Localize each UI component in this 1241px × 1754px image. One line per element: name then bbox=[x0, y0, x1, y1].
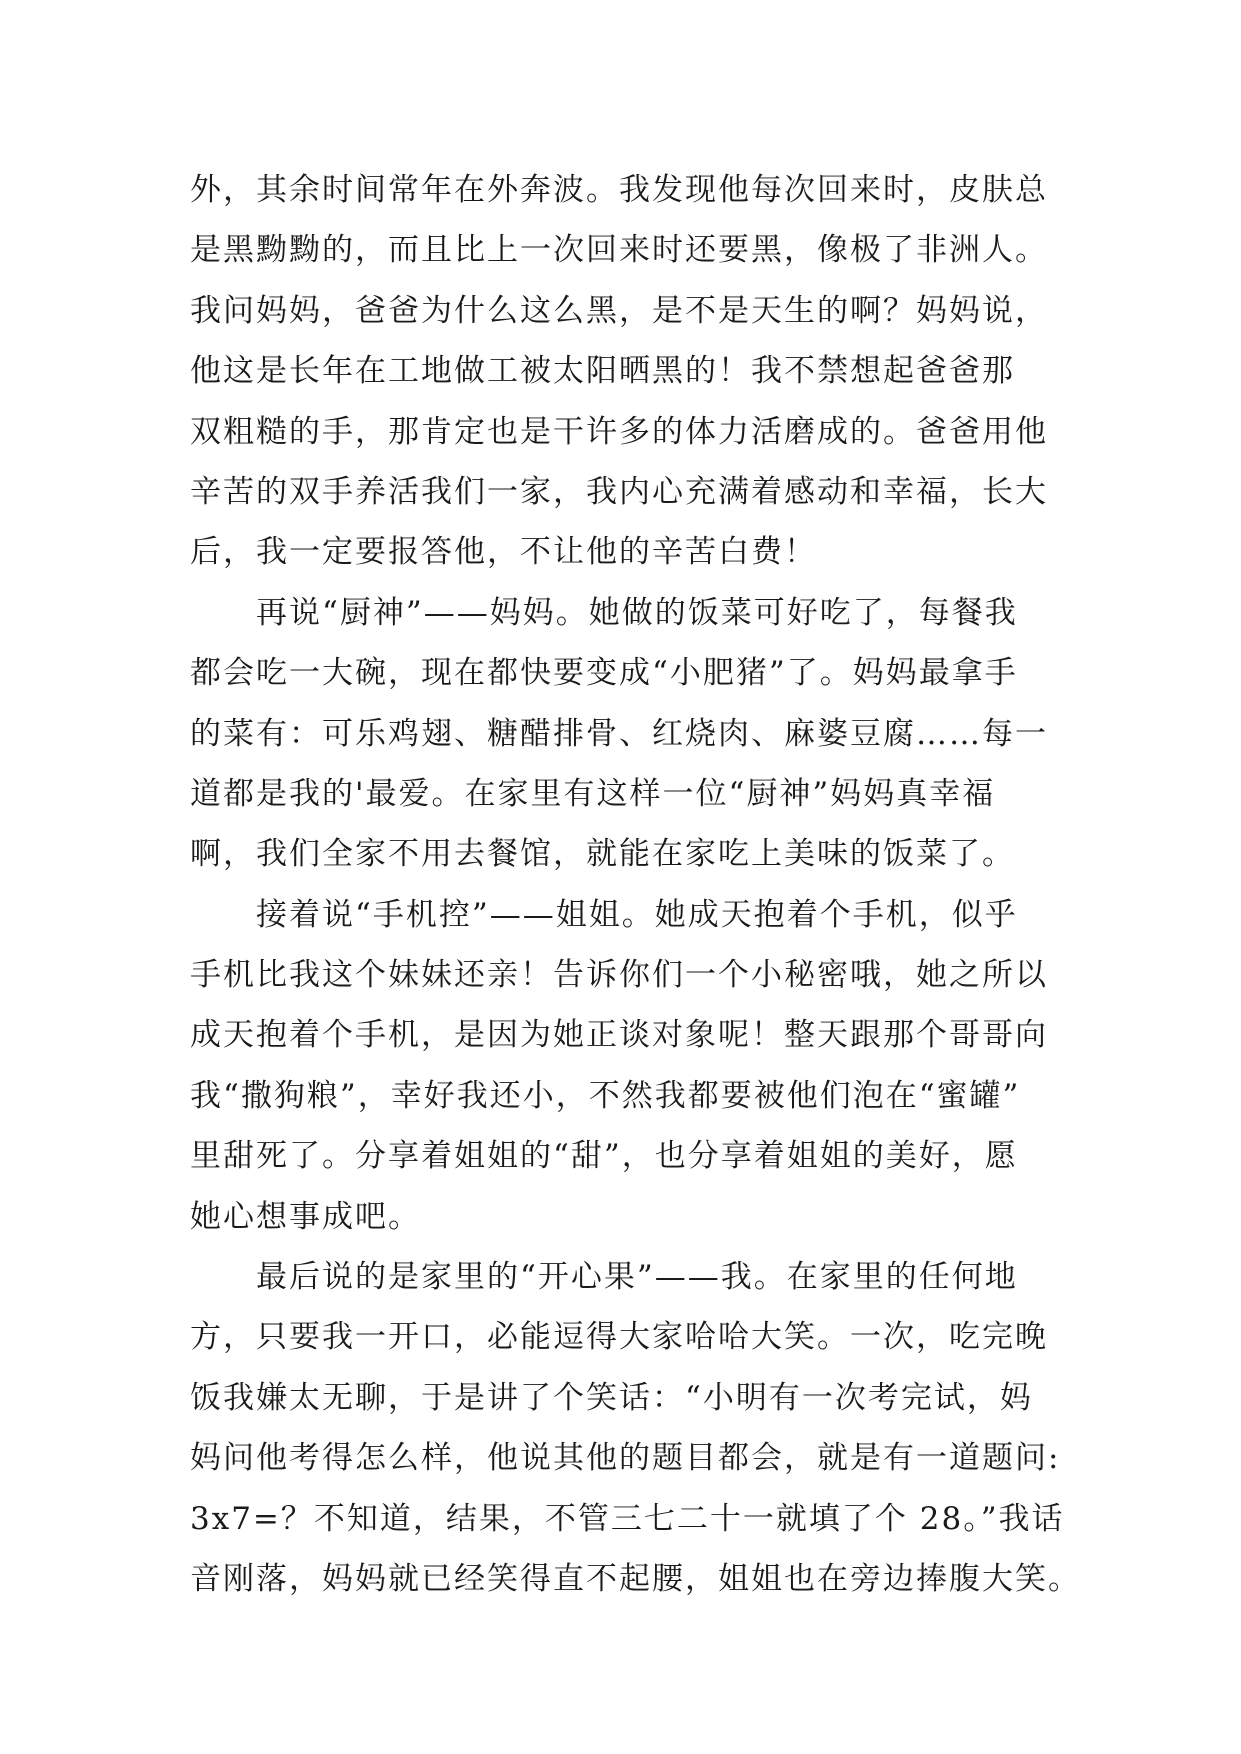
text-line: 我“撒狗粮”，幸好我还小，不然我都要被他们泡在“蜜罐” bbox=[190, 1077, 1021, 1114]
text-line: 外，其余时间常年在外奔波。我发现他每次回来时，皮肤总 bbox=[190, 172, 1048, 208]
text-line: 饭我嫌太无聊，于是讲了个笑话：“小明有一次考完试，妈 bbox=[190, 1379, 1033, 1416]
text-line: 成天抱着个手机，是因为她正谈对象呢！整天跟那个哥哥向 bbox=[190, 1017, 1048, 1054]
text-line: 他这是长年在工地做工被太阳晒黑的！我不禁想起爸爸那 bbox=[190, 353, 1015, 390]
body-text bbox=[190, 160, 1081, 1609]
text-line: 都会吃一大碗，现在都快要变成“小肥猪”了。妈妈最拿手 bbox=[190, 655, 1018, 692]
text-line: 里甜死了。分享着姐姐的“甜”，也分享着姐姐的美好，愿 bbox=[190, 1138, 1018, 1175]
text-line: 3x7=？不知道，结果，不管三七二十一就填了个 28。”我话 bbox=[190, 1500, 1065, 1537]
text-line: 方，只要我一开口，必能逗得大家哈哈大笑。一次，吃完晚 bbox=[190, 1319, 1048, 1356]
text-line: 妈问他考得怎么样，他说其他的题目都会，就是有一道题问: bbox=[190, 1440, 1061, 1477]
text-line: 后，我一定要报答他，不让他的辛苦白费！ bbox=[190, 534, 817, 571]
text-line: 的菜有：可乐鸡翅、糖醋排骨、红烧肉、麻婆豆腐……每一 bbox=[190, 715, 1048, 752]
text-line: 音刚落，妈妈就已经笑得直不起腰，姐姐也在旁边捧腹大笑。 bbox=[190, 1560, 1081, 1597]
text-line: 最后说的是家里的“开心果”——我。在家里的任何地 bbox=[256, 1259, 1018, 1296]
text-line: 接着说“手机控”——姐姐。她成天抱着个手机，似乎 bbox=[256, 896, 1018, 933]
text-line: 双粗糙的手，那肯定也是干许多的体力活磨成的。爸爸用他 bbox=[190, 413, 1048, 450]
text-line: 是黑黝黝的，而且比上一次回来时还要黑，像极了非洲人。 bbox=[190, 232, 1048, 269]
text-line: 我问妈妈，爸爸为什么这么黑，是不是天生的啊？妈妈说， bbox=[190, 292, 1048, 329]
text-line: 她心想事成吧。 bbox=[190, 1198, 421, 1235]
text-line: 再说“厨神”——妈妈。她做的饭菜可好吃了，每餐我 bbox=[256, 594, 1018, 631]
text-line: 手机比我这个妹妹还亲！告诉你们一个小秘密哦，她之所以 bbox=[190, 957, 1048, 994]
text-line: 辛苦的双手养活我们一家，我内心充满着感动和幸福，长大 bbox=[190, 473, 1048, 510]
text-line: 啊，我们全家不用去餐馆，就能在家吃上美味的饭菜了。 bbox=[190, 836, 1015, 873]
text-line: 道都是我的'最爱。在家里有这样一位“厨神”妈妈真幸福 bbox=[190, 775, 996, 812]
